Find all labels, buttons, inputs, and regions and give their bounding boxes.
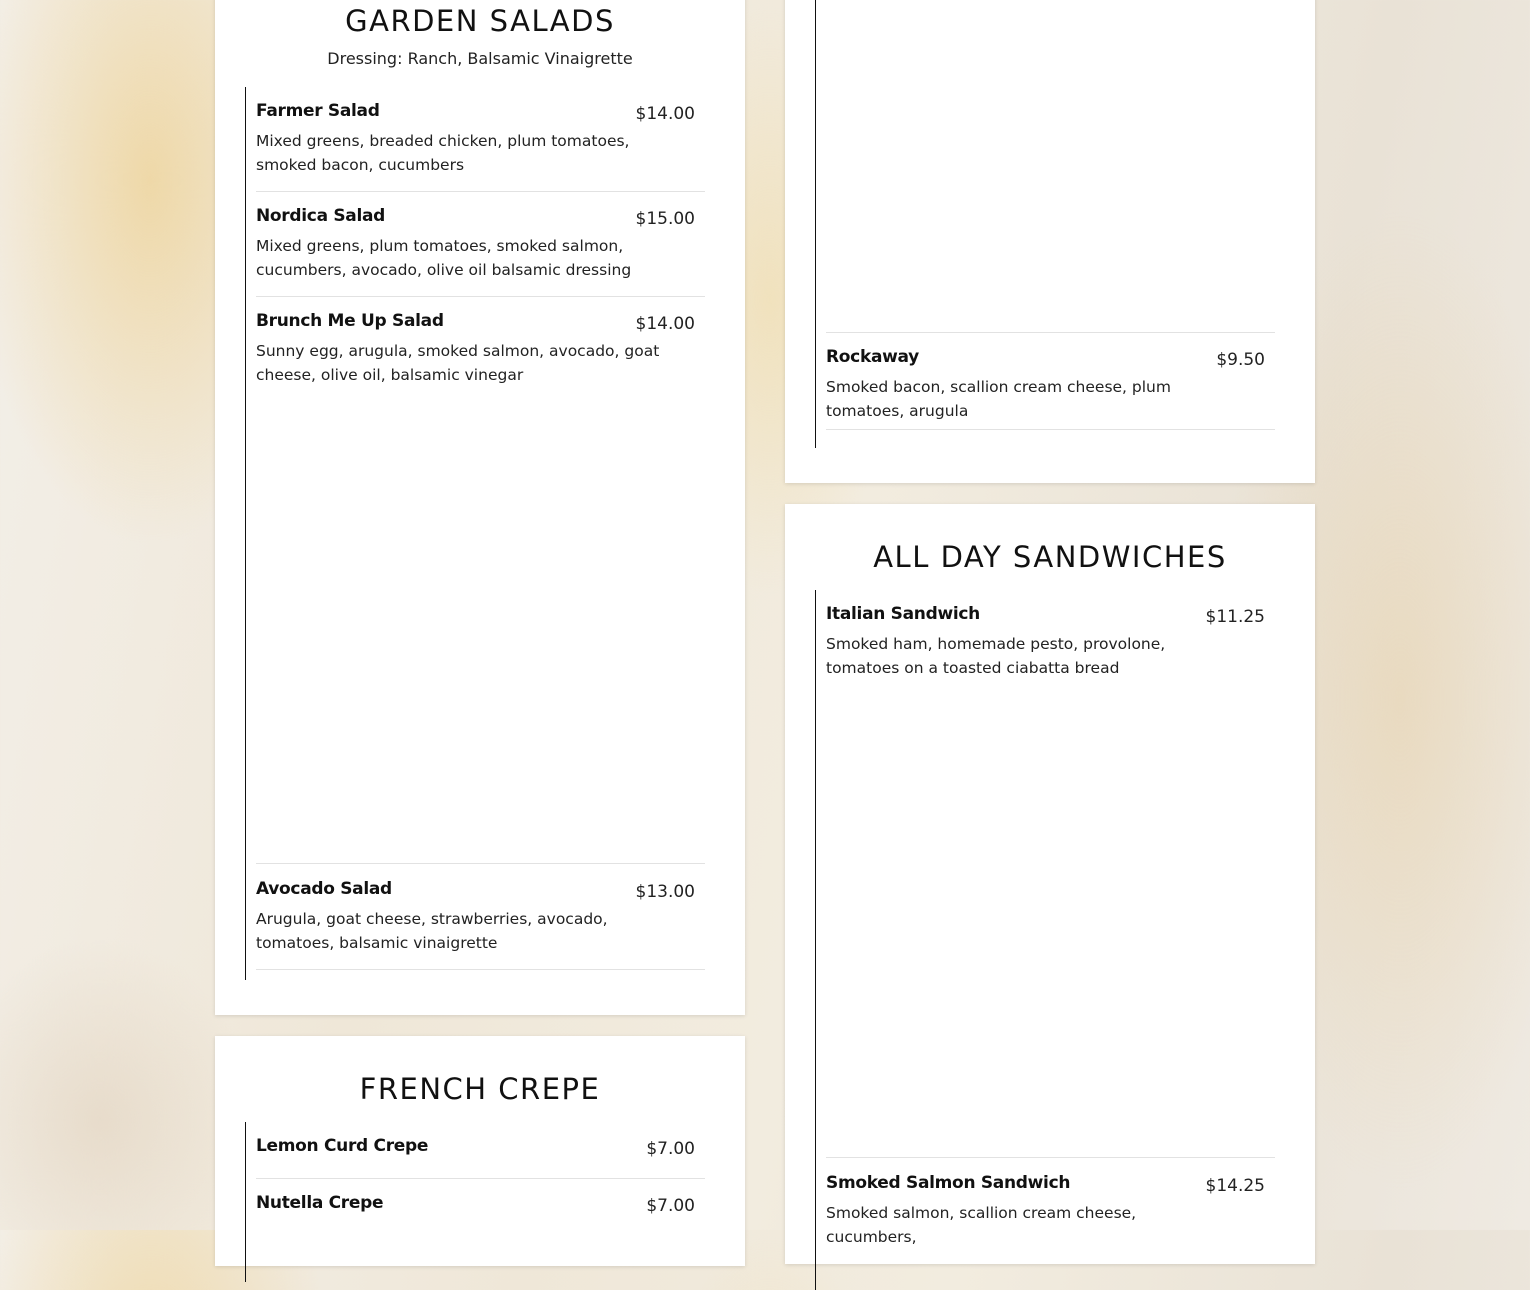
garden-salads-card bbox=[215, 0, 745, 1015]
item-price: $14.00 bbox=[635, 104, 695, 124]
item-name: Lemon Curd Crepe bbox=[256, 1136, 429, 1156]
item-name: Rockaway bbox=[826, 347, 919, 367]
item-price: $7.00 bbox=[646, 1196, 695, 1216]
item-price: $14.25 bbox=[1205, 1176, 1265, 1196]
item-name: Brunch Me Up Salad bbox=[256, 311, 444, 331]
french-crepe-list bbox=[245, 1122, 706, 1282]
item-description: Mixed greens, plum tomatoes, smoked salmon, cucumbers, avocado, olive oil balsamic dressing bbox=[256, 237, 632, 279]
item-description: Smoked bacon, scallion cream cheese, plum tomatoes, arugula bbox=[826, 378, 1171, 420]
menu-item-rockaway[interactable] bbox=[826, 332, 1275, 430]
item-price: $9.50 bbox=[1216, 350, 1265, 370]
garden-salads-dressing: Dressing: Ranch, Balsamic Vinaigrette bbox=[327, 49, 633, 68]
menu-item-smoked-salmon-sandwich[interactable] bbox=[826, 1173, 1275, 1263]
french-crepe-card bbox=[215, 1036, 745, 1266]
item-price: $14.00 bbox=[635, 314, 695, 334]
item-name: Italian Sandwich bbox=[826, 604, 980, 624]
menu-item-italian-sandwich[interactable] bbox=[826, 604, 1275, 1158]
item-description: Smoked salmon, scallion cream cheese, cucumbers, bbox=[826, 1204, 1137, 1246]
item-price: $11.25 bbox=[1205, 607, 1265, 627]
item-name: Avocado Salad bbox=[256, 879, 392, 899]
item-description: Arugula, goat cheese, strawberries, avocado, tomatoes, balsamic vinaigrette bbox=[256, 910, 608, 952]
item-price: $7.00 bbox=[646, 1139, 695, 1159]
menu-item-brunch-me-up-salad[interactable] bbox=[256, 311, 705, 864]
menu-item-nutella-crepe[interactable] bbox=[256, 1193, 705, 1235]
item-description: Mixed greens, breaded chicken, plum tomatoes, smoked bacon, cucumbers bbox=[256, 132, 630, 174]
sandwiches-list bbox=[815, 590, 1276, 1290]
garden-salads-list bbox=[245, 87, 706, 980]
item-description: Sunny egg, arugula, smoked salmon, avocado, goat cheese, olive oil, balsamic vinegar bbox=[256, 342, 660, 384]
item-name: Smoked Salmon Sandwich bbox=[826, 1173, 1071, 1193]
item-name: Nordica Salad bbox=[256, 206, 386, 226]
menu-item-avocado-salad[interactable] bbox=[256, 879, 705, 970]
garden-salads-title: GARDEN SALADS bbox=[345, 4, 615, 38]
french-crepe-title: FRENCH CREPE bbox=[359, 1072, 601, 1106]
menu-item-lemon-curd-crepe[interactable] bbox=[256, 1136, 705, 1179]
item-name: Nutella Crepe bbox=[256, 1193, 384, 1213]
menu-item-nordica-salad[interactable] bbox=[256, 206, 705, 297]
item-name: Farmer Salad bbox=[256, 101, 380, 121]
all-day-sandwiches-card bbox=[785, 504, 1315, 1264]
item-description: Smoked ham, homemade pesto, provolone, tomatoes on a toasted ciabatta bread bbox=[826, 635, 1166, 677]
bagels-list bbox=[815, 0, 1276, 448]
all-day-sandwiches-title: ALL DAY SANDWICHES bbox=[873, 540, 1227, 574]
menu-item-farmer-salad[interactable] bbox=[256, 101, 705, 192]
item-price: $13.00 bbox=[635, 882, 695, 902]
item-price: $15.00 bbox=[635, 209, 695, 229]
bagels-card bbox=[785, 0, 1315, 483]
